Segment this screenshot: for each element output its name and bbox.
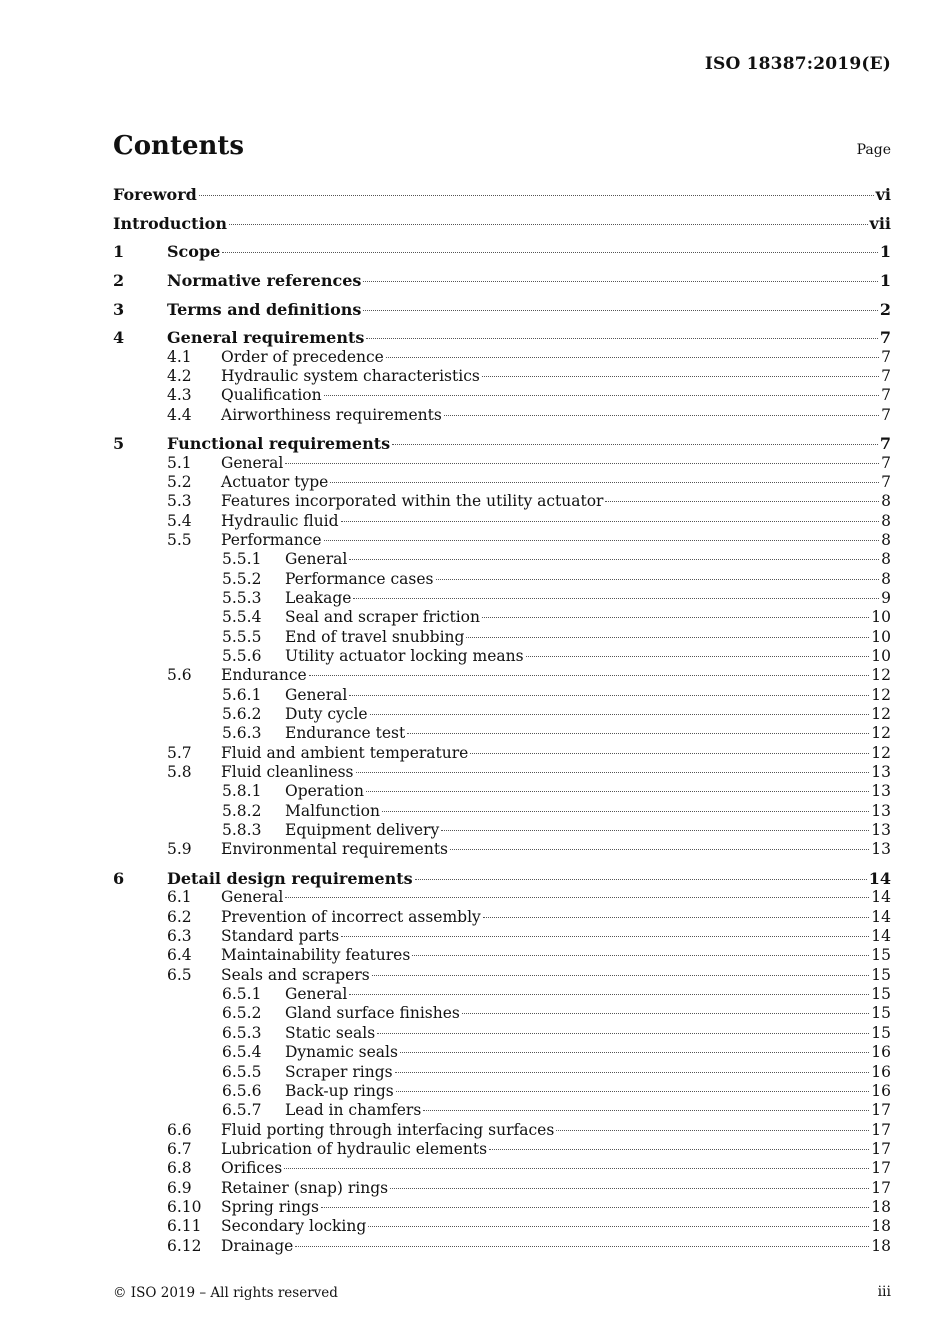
toc-entry-page: 8 xyxy=(881,492,891,511)
toc-entry-page: 13 xyxy=(871,801,891,820)
toc-dot-leader xyxy=(366,791,869,792)
toc-entry-title: Drainage xyxy=(221,1236,294,1255)
toc-entry-page: vii xyxy=(869,213,891,233)
toc-entry-page: 15 xyxy=(871,985,891,1004)
toc-dot-leader xyxy=(489,1149,869,1150)
toc-entry-page: 15 xyxy=(871,1023,891,1042)
toc-entry-page: 17 xyxy=(871,1159,891,1178)
toc-entry[interactable] xyxy=(113,927,891,946)
toc-entry-page: 1 xyxy=(879,270,891,290)
toc-entry-title: General xyxy=(285,685,348,704)
toc-entry-number: 5.6.1 xyxy=(222,685,262,704)
toc-dot-leader xyxy=(483,917,869,918)
toc-entry[interactable] xyxy=(113,1217,891,1236)
toc-entry[interactable] xyxy=(113,185,891,204)
toc-entry-title: Malfunction xyxy=(285,801,380,820)
toc-entry-page: 7 xyxy=(879,434,891,454)
toc-entry-number: 5.5.2 xyxy=(222,569,262,588)
toc-entry-title: Qualification xyxy=(221,386,322,405)
toc-dot-leader xyxy=(330,482,879,483)
toc-dot-leader xyxy=(356,772,870,773)
toc-dot-leader xyxy=(482,376,879,377)
toc-entry-number: 6.5.3 xyxy=(222,1023,262,1042)
toc-entry[interactable] xyxy=(113,570,891,589)
toc-entry-title: Lead in chamfers xyxy=(285,1101,422,1120)
toc-entry-page: 18 xyxy=(871,1217,891,1236)
toc-entry-page: 16 xyxy=(871,1081,891,1100)
toc-dot-leader xyxy=(400,1052,869,1053)
toc-entry-title: Functional requirements xyxy=(167,434,391,454)
toc-entry[interactable] xyxy=(113,840,891,859)
toc-entry-number: 5.3 xyxy=(167,492,192,511)
toc-entry-number: 4.2 xyxy=(167,366,192,385)
toc-dot-leader xyxy=(324,540,880,541)
toc-entry-number: 6.1 xyxy=(167,888,192,907)
toc-entry-title: Performance xyxy=(221,530,322,549)
toc-entry[interactable] xyxy=(113,531,891,550)
toc-entry-number: 6.4 xyxy=(167,946,192,965)
toc-entry-title: Utility actuator locking means xyxy=(285,647,524,665)
toc-dot-leader xyxy=(466,637,869,638)
toc-entry-title: Duty cycle xyxy=(285,705,368,724)
toc-entry-title: General requirements xyxy=(167,328,365,348)
toc-entry-number: 6.7 xyxy=(167,1139,192,1158)
toc-entry-number: 5.8 xyxy=(167,763,192,782)
toc-entry-page: 16 xyxy=(871,1043,891,1062)
toc-entry-number: 5.6.3 xyxy=(222,724,262,743)
toc-entry[interactable] xyxy=(113,1082,891,1101)
document-id: ISO 18387:2019(E) xyxy=(704,54,891,74)
toc-entry-page: 8 xyxy=(881,530,891,549)
toc-dot-leader xyxy=(444,415,879,416)
toc-entry[interactable] xyxy=(113,386,891,405)
toc-entry-number: 6.5.1 xyxy=(222,985,262,1004)
toc-dot-leader xyxy=(441,830,869,831)
page-column-label: Page xyxy=(856,142,891,158)
toc-entry-title: Leakage xyxy=(285,588,352,607)
toc-entry-number: 6.2 xyxy=(167,907,192,926)
toc-entry-title: Operation xyxy=(285,782,364,801)
toc-entry-number: 5.2 xyxy=(167,472,192,491)
toc-entry[interactable] xyxy=(113,271,891,290)
toc-entry-title: End of travel snubbing xyxy=(285,627,465,646)
toc-entry[interactable] xyxy=(113,328,891,347)
toc-entry-page: 17 xyxy=(871,1139,891,1158)
toc-entry-title: Spring rings xyxy=(221,1197,319,1216)
toc-entry-title: Introduction xyxy=(113,213,227,233)
toc-entry[interactable] xyxy=(113,966,891,985)
toc-dot-leader xyxy=(436,579,880,580)
toc-entry[interactable] xyxy=(113,724,891,743)
toc-entry-title: Maintainability features xyxy=(221,946,411,965)
toc-entry-page: 7 xyxy=(881,472,891,491)
toc-entry-title: Endurance xyxy=(221,666,307,685)
toc-dot-leader xyxy=(390,1188,869,1189)
toc-entry-number: 5.5.3 xyxy=(222,588,262,607)
toc-entry-number: 5.8.3 xyxy=(222,821,262,840)
toc-entry-page: 10 xyxy=(871,608,891,627)
toc-entry-title: Seal and scraper friction xyxy=(285,608,480,627)
toc-entry-number: 6.8 xyxy=(167,1159,192,1178)
toc-entry-title: Equipment delivery xyxy=(285,821,440,840)
toc-dot-leader xyxy=(605,501,879,502)
toc-entry[interactable] xyxy=(113,242,891,261)
toc-entry-title: Features incorporated within the utility actuator xyxy=(221,492,604,511)
toc-entry[interactable] xyxy=(113,802,891,821)
toc-entry[interactable] xyxy=(113,1198,891,1217)
toc-entry-title: Dynamic seals xyxy=(285,1043,398,1062)
toc-entry-number: 6.9 xyxy=(167,1178,192,1197)
toc-entry-page: 7 xyxy=(879,328,891,348)
toc-entry-title: Terms and definitions xyxy=(167,299,362,319)
toc-entry-number: 5.8.2 xyxy=(222,801,262,820)
toc-entry[interactable] xyxy=(113,454,891,473)
toc-entry-title: Back-up rings xyxy=(285,1081,394,1100)
toc-entry-title: Order of precedence xyxy=(221,347,384,366)
toc-entry-page: 13 xyxy=(871,782,891,801)
toc-entry-number: 5.5.6 xyxy=(222,647,262,665)
toc-entry[interactable] xyxy=(113,1121,891,1140)
toc-entry-title: Hydraulic system characteristics xyxy=(221,366,480,385)
toc-entry-page: 15 xyxy=(871,965,891,984)
toc-dot-leader xyxy=(423,1110,869,1111)
toc-dot-leader xyxy=(382,811,869,812)
toc-dot-leader xyxy=(324,395,880,396)
toc-entry[interactable] xyxy=(113,744,891,763)
toc-dot-leader xyxy=(295,1246,869,1247)
toc-entry-number: 6.5.7 xyxy=(222,1101,262,1120)
toc-entry[interactable] xyxy=(113,1063,891,1082)
toc-entry-page: 18 xyxy=(871,1197,891,1216)
toc-entry[interactable] xyxy=(113,348,891,367)
toc-entry[interactable] xyxy=(113,434,891,453)
toc-entry[interactable] xyxy=(113,608,891,627)
toc-entry-title: Detail design requirements xyxy=(167,869,413,889)
toc-entry[interactable] xyxy=(113,1101,891,1120)
toc-dot-leader xyxy=(363,310,877,311)
toc-entry[interactable] xyxy=(113,300,891,319)
toc-entry-number: 5.6 xyxy=(167,666,192,685)
toc-entry-page: 17 xyxy=(871,1178,891,1197)
toc-dot-leader xyxy=(407,733,869,734)
toc-entry-page: 15 xyxy=(871,1004,891,1023)
toc-entry[interactable] xyxy=(113,367,891,386)
toc-entry-title: Orifices xyxy=(221,1159,283,1178)
toc-dot-leader xyxy=(526,656,870,657)
toc-dot-leader xyxy=(222,252,878,253)
toc-entry-page: 12 xyxy=(871,743,891,762)
toc-entry-title: Retainer (snap) rings xyxy=(221,1178,389,1197)
toc-dot-leader xyxy=(285,463,879,464)
toc-entry-page: 14 xyxy=(871,907,891,926)
toc-entry-page: 7 xyxy=(881,453,891,472)
toc-entry-title: Lubrication of hydraulic elements xyxy=(221,1139,488,1158)
toc-entry[interactable] xyxy=(113,1179,891,1198)
toc-entry-number: 2 xyxy=(113,270,125,290)
toc-dot-leader xyxy=(368,1226,869,1227)
toc-dot-leader xyxy=(353,598,879,599)
page-number: iii xyxy=(877,1284,891,1300)
toc-entry-number: 6 xyxy=(113,869,125,889)
toc-dot-leader xyxy=(229,224,868,225)
toc-dot-leader xyxy=(412,955,869,956)
toc-entry-page: 13 xyxy=(871,840,891,859)
toc-entry-number: 5.6.2 xyxy=(222,705,262,724)
toc-entry-title: Standard parts xyxy=(221,927,340,946)
toc-entry[interactable] xyxy=(113,406,891,425)
toc-entry-number: 5 xyxy=(113,434,125,454)
toc-dot-leader xyxy=(349,695,869,696)
toc-dot-leader xyxy=(370,714,870,715)
toc-entry-title: Foreword xyxy=(113,185,197,204)
toc-entry-page: 9 xyxy=(881,588,891,607)
toc-dot-leader xyxy=(309,675,870,676)
toc-entry-title: Normative references xyxy=(167,270,362,290)
toc-entry-number: 4.1 xyxy=(167,347,192,366)
toc-entry-number: 5.1 xyxy=(167,453,192,472)
toc-entry[interactable] xyxy=(113,782,891,801)
toc-entry-page: vi xyxy=(875,185,891,204)
contents-heading: Contents xyxy=(113,131,245,161)
toc-entry[interactable] xyxy=(113,908,891,927)
toc-entry-title: General xyxy=(221,453,284,472)
toc-entry-number: 5.5.5 xyxy=(222,627,262,646)
toc-dot-leader xyxy=(415,879,867,880)
toc-entry-title: Gland surface finishes xyxy=(285,1004,460,1023)
toc-entry[interactable] xyxy=(113,985,891,1004)
toc-entry[interactable] xyxy=(113,1159,891,1178)
toc-entry-title: Airworthiness requirements xyxy=(221,405,442,424)
toc-entry-page: 8 xyxy=(881,569,891,588)
toc-entry[interactable] xyxy=(113,888,891,907)
toc-entry-title: Performance cases xyxy=(285,569,434,588)
toc-entry-title: Scope xyxy=(167,242,221,262)
toc-entry[interactable] xyxy=(113,946,891,965)
toc-entry[interactable] xyxy=(113,589,891,608)
toc-dot-leader xyxy=(482,617,869,618)
toc-entry[interactable] xyxy=(113,512,891,531)
toc-entry-title: Environmental requirements xyxy=(221,840,449,859)
toc-entry-number: 5.5.4 xyxy=(222,608,262,627)
toc-entry-number: 5.9 xyxy=(167,840,192,859)
toc-dot-leader xyxy=(470,753,869,754)
toc-dot-leader xyxy=(349,559,879,560)
table-of-contents xyxy=(113,185,891,1256)
toc-entry-page: 8 xyxy=(881,511,891,530)
toc-dot-leader xyxy=(199,195,874,196)
toc-entry[interactable] xyxy=(113,763,891,782)
toc-entry-number: 6.12 xyxy=(167,1236,202,1255)
toc-entry-title: General xyxy=(221,888,284,907)
toc-entry-page: 7 xyxy=(881,366,891,385)
toc-dot-leader xyxy=(450,849,869,850)
toc-dot-leader xyxy=(392,444,878,445)
toc-entry[interactable] xyxy=(113,1004,891,1023)
toc-entry-title: General xyxy=(285,985,348,1004)
toc-entry-page: 13 xyxy=(871,821,891,840)
toc-dot-leader xyxy=(372,975,870,976)
toc-entry-title: Static seals xyxy=(285,1023,376,1042)
toc-entry-title: Seals and scrapers xyxy=(221,965,370,984)
toc-entry-number: 6.5.4 xyxy=(222,1043,262,1062)
toc-entry-number: 5.7 xyxy=(167,743,192,762)
toc-entry-page: 13 xyxy=(871,763,891,782)
toc-entry-number: 4.3 xyxy=(167,386,192,405)
toc-entry-title: Endurance test xyxy=(285,724,406,743)
toc-dot-leader xyxy=(396,1091,870,1092)
toc-entry-page: 10 xyxy=(871,647,891,665)
toc-dot-leader xyxy=(556,1130,869,1131)
toc-entry-number: 6.6 xyxy=(167,1120,192,1139)
toc-entry[interactable] xyxy=(113,686,891,705)
toc-entry-title: Secondary locking xyxy=(221,1217,367,1236)
toc-entry-number: 5.8.1 xyxy=(222,782,262,801)
toc-entry-page: 17 xyxy=(871,1120,891,1139)
toc-dot-leader xyxy=(284,1168,869,1169)
toc-entry-number: 6.3 xyxy=(167,927,192,946)
toc-dot-leader xyxy=(321,1207,869,1208)
toc-entry-number: 6.5 xyxy=(167,965,192,984)
toc-entry-title: Scraper rings xyxy=(285,1062,393,1081)
toc-entry[interactable] xyxy=(113,628,891,647)
toc-entry[interactable] xyxy=(113,1237,891,1256)
toc-dot-leader xyxy=(285,897,869,898)
toc-entry-title: Prevention of incorrect assembly xyxy=(221,907,481,926)
toc-entry[interactable] xyxy=(113,1024,891,1043)
toc-entry-number: 5.5.1 xyxy=(222,550,262,569)
toc-entry[interactable] xyxy=(113,1140,891,1159)
toc-dot-leader xyxy=(363,281,877,282)
toc-entry-title: Fluid porting through interfacing surfaces xyxy=(221,1120,555,1139)
toc-entry[interactable] xyxy=(113,214,891,233)
toc-entry[interactable] xyxy=(113,869,891,888)
toc-entry-number: 5.5 xyxy=(167,530,192,549)
toc-entry-number: 6.5.2 xyxy=(222,1004,262,1023)
toc-entry-number: 1 xyxy=(113,242,125,262)
toc-entry-page: 16 xyxy=(871,1062,891,1081)
toc-entry-number: 5.4 xyxy=(167,511,192,530)
toc-entry-page: 12 xyxy=(871,724,891,743)
toc-entry-page: 12 xyxy=(871,705,891,724)
toc-entry-page: 14 xyxy=(871,888,891,907)
toc-entry-page: 12 xyxy=(871,666,891,685)
toc-entry-page: 17 xyxy=(871,1101,891,1120)
toc-entry-page: 10 xyxy=(871,627,891,646)
toc-entry[interactable] xyxy=(113,705,891,724)
toc-entry-page: 14 xyxy=(868,869,891,889)
toc-entry-page: 18 xyxy=(871,1236,891,1255)
toc-dot-leader xyxy=(386,357,879,358)
toc-entry-page: 14 xyxy=(871,927,891,946)
toc-entry-page: 7 xyxy=(881,405,891,424)
toc-entry-number: 6.10 xyxy=(167,1197,202,1216)
toc-dot-leader xyxy=(341,521,880,522)
toc-dot-leader xyxy=(377,1033,869,1034)
toc-entry[interactable] xyxy=(113,550,891,569)
toc-entry-title: General xyxy=(285,550,348,569)
toc-entry-number: 3 xyxy=(113,299,125,319)
copyright-footer: © ISO 2019 – All rights reserved xyxy=(113,1285,338,1301)
toc-entry[interactable] xyxy=(113,647,891,666)
toc-entry-page: 2 xyxy=(879,299,891,319)
toc-entry-number: 4.4 xyxy=(167,405,192,424)
toc-dot-leader xyxy=(366,338,878,339)
toc-entry-title: Hydraulic fluid xyxy=(221,511,339,530)
toc-entry[interactable] xyxy=(113,492,891,511)
toc-entry-page: 12 xyxy=(871,685,891,704)
toc-entry-number: 6.5.6 xyxy=(222,1081,262,1100)
toc-dot-leader xyxy=(462,1013,869,1014)
toc-entry[interactable] xyxy=(113,666,891,685)
toc-entry[interactable] xyxy=(113,1043,891,1062)
toc-dot-leader xyxy=(349,994,869,995)
toc-entry[interactable] xyxy=(113,473,891,492)
toc-entry-page: 8 xyxy=(881,550,891,569)
toc-entry-number: 4 xyxy=(113,328,125,348)
toc-entry[interactable] xyxy=(113,821,891,840)
toc-dot-leader xyxy=(341,936,869,937)
toc-entry-number: 6.11 xyxy=(167,1217,202,1236)
toc-dot-leader xyxy=(395,1072,870,1073)
toc-entry-page: 1 xyxy=(879,242,891,262)
toc-entry-number: 6.5.5 xyxy=(222,1062,262,1081)
toc-entry-title: Actuator type xyxy=(221,472,329,491)
toc-entry-page: 7 xyxy=(881,347,891,366)
toc-entry-page: 7 xyxy=(881,386,891,405)
toc-entry-title: Fluid cleanliness xyxy=(221,763,354,782)
toc-entry-title: Fluid and ambient temperature xyxy=(221,743,469,762)
toc-entry-page: 15 xyxy=(871,946,891,965)
